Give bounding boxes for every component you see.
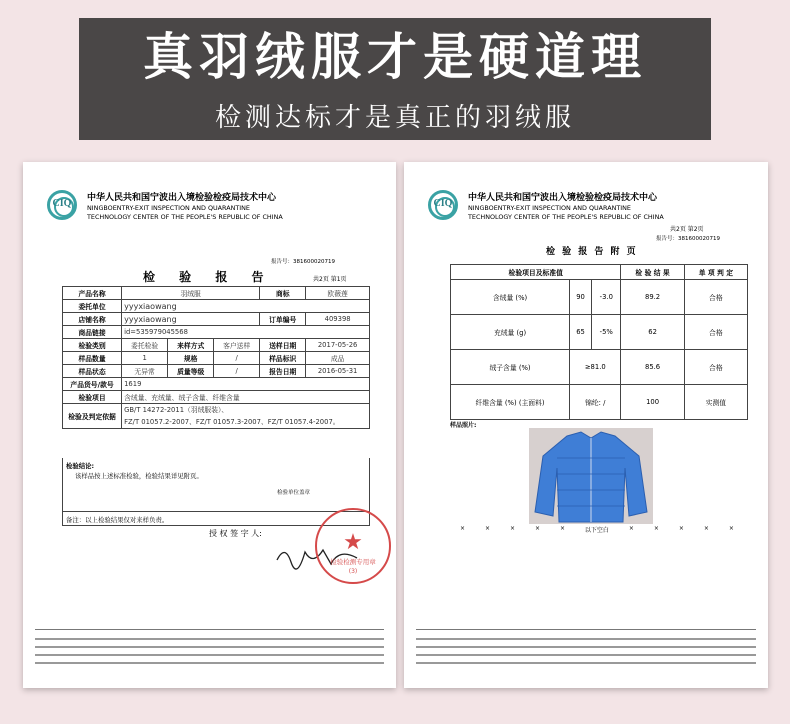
appendix-title: 检 验 报 告 附 页	[546, 247, 638, 257]
org-header	[43, 184, 386, 232]
ciq-logo-icon: CIQ	[428, 190, 458, 220]
org-name-en-2: TECHNOLOGY CENTER OF THE PEOPLE'S REPUBLIC OF CHINA	[87, 213, 283, 221]
appendix-table: 检验项目及标准值 检 验 结 果 单 项 判 定 含绒量 (%) 90 -3.0 89.2 合格 充绒量 (g) 65 -5% 62 合格 绒子含量 (%) ≥81.0 85.6 合格 纤维含量 (%) (主面料) 锦纶: / 100 实测值	[450, 264, 748, 420]
star-icon: ★	[343, 530, 363, 555]
org-name-en-1: NINGBOENTRY-EXIT INSPECTION AND QUARANTINE	[468, 204, 631, 212]
report-number: 报告号：381600020719	[271, 259, 335, 265]
down-jacket-icon	[529, 428, 653, 524]
page-footer	[416, 629, 756, 674]
sample-photo-label: 样品照片:	[450, 422, 477, 429]
page-count: 共2页 第1页	[313, 276, 347, 283]
note-box: 备注：以上检验结果仅对来样负责。	[62, 512, 370, 526]
ciq-logo-icon: CIQ	[47, 190, 77, 220]
official-stamp: ★ 检验检测专用章 (3)	[315, 508, 391, 584]
inspection-report-page-2	[404, 162, 768, 688]
banner-subtitle: 检测达标才是真正的羽绒服	[214, 103, 575, 133]
org-name-en-2: TECHNOLOGY CENTER OF THE PEOPLE'S REPUBLIC OF CHINA	[468, 213, 664, 221]
conclusion-box: 检验结论: 该样品按上述标准检验，检验结果详见附页。 检验单位盖章	[62, 458, 370, 512]
inspection-report-page-1	[23, 162, 396, 688]
org-name-cn: 中华人民共和国宁波出入境检验检疫局技术中心	[468, 193, 658, 203]
sample-photo	[529, 428, 653, 524]
org-name-cn: 中华人民共和国宁波出入境检验检疫局技术中心	[87, 193, 277, 203]
org-header	[424, 184, 758, 232]
banner-title: 真羽绒服才是硬道理	[143, 28, 647, 86]
page-count: 共2页 第2页	[670, 226, 704, 233]
report-title: 检 验 报 告	[143, 270, 274, 284]
blank-text: 以下空白	[584, 527, 609, 534]
page-footer	[35, 629, 384, 674]
authorized-signer: 授 权 签 字 人:	[209, 529, 262, 538]
blank-marker-row: × × × × × 以下空白 × × × × ×	[460, 525, 734, 534]
report-number: 报告号：381600020719	[656, 236, 720, 242]
report-table: 产品名称 羽绒服 商标 欧薇莲 委托单位 yyyxiaowang 店铺名称 yyyxiaowang 订单编号 409398 商品链接 id=535979045568 检验类别 委托检验 来样方式 客户送样 送样日期 2017-05-26 样品数量 1 规格 / 样品标识 成品 样品状态 无异常 质量等级 / 报告日期 2016-05-31 产品货号/款号 1619 检验项目 含绒量、充绒量、绒子含量、纤维含量 检验及判定依据 GB/T 14272-2011（羽绒服装）、 FZ/T 01057.2-2007、FZ/T 01057.3-2007、FZ/T 01057.4-2007。	[62, 286, 370, 429]
org-name-en-1: NINGBOENTRY-EXIT INSPECTION AND QUARANTINE	[87, 204, 250, 212]
header-banner	[79, 18, 711, 140]
